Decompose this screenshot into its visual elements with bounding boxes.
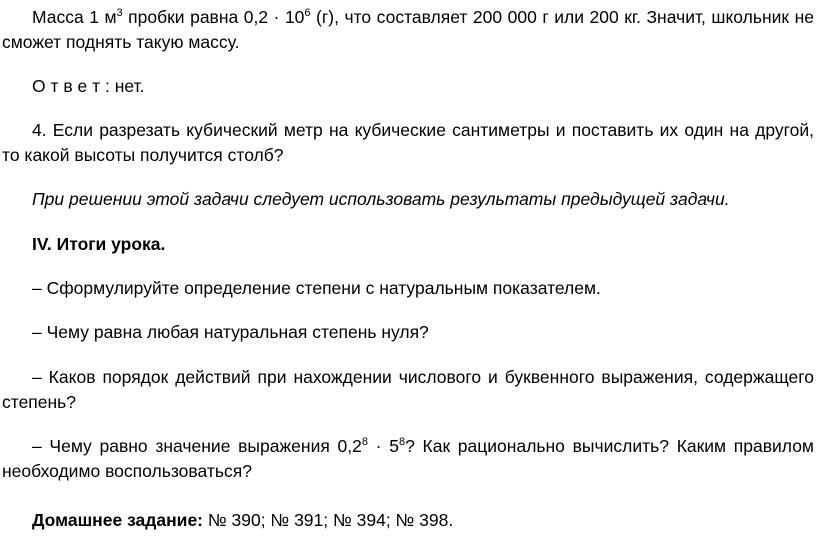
paragraph-task-4: 4. Если разрезать кубический метр на кубические сантиметры и поставить их один на другой, то какой высоты получится столб? bbox=[2, 120, 814, 165]
paragraph-answer: О т в е т : нет. bbox=[32, 76, 145, 96]
question-2: – Чему равна любая натуральная степень нуля? bbox=[32, 322, 429, 342]
superscript: 8 bbox=[361, 436, 368, 448]
homework-text: № 390; № 391; № 394; № 398. bbox=[203, 510, 454, 530]
text-segment: – Чему равно значение выражения 0,2 bbox=[32, 436, 362, 456]
superscript: 8 bbox=[398, 436, 406, 448]
question-1: – Сформулируйте определение степени с натуральным показателем. bbox=[32, 278, 601, 298]
section-heading: IV. Итоги урока. bbox=[32, 234, 166, 254]
homework-label: Домашнее задание: bbox=[32, 510, 204, 530]
text-segment: Масса 1 м bbox=[32, 7, 117, 27]
paragraph-hint: При решении этой задачи следует использовать результаты предыдущей задачи. bbox=[32, 189, 730, 209]
text-segment: пробки равна 0,2 · 10 bbox=[122, 7, 305, 27]
superscript: 3 bbox=[116, 7, 123, 19]
text-segment: ? Как рационально вычислить? Каким правилом необходимо воспользоваться? bbox=[2, 436, 814, 481]
question-3: – Каков порядок действий при нахождении числового и буквенного выражения, содержащего степень? bbox=[2, 367, 814, 412]
text-segment: (г), что составляет 200 000 г или 200 кг. Значит, школьник не сможет поднять такую массу. bbox=[2, 7, 814, 52]
text-segment: · 5 bbox=[367, 436, 399, 456]
superscript: 6 bbox=[304, 7, 311, 19]
homework bbox=[2, 508, 814, 533]
paragraph-cork-mass bbox=[2, 5, 814, 55]
question-4 bbox=[2, 434, 814, 484]
